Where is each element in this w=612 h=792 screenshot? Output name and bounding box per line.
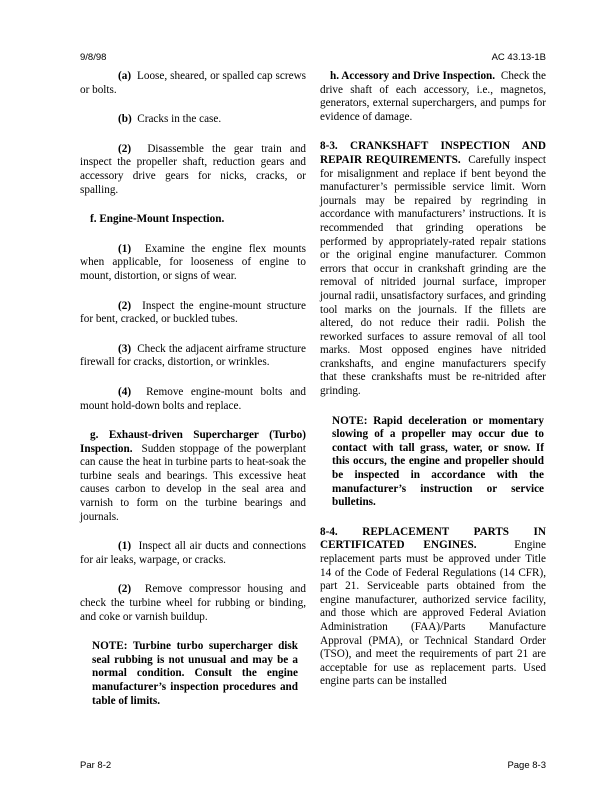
section-g-heading: g. Exhaust-driven Supercharger (Turbo) Inspection. [80, 429, 306, 455]
left-column [80, 70, 306, 724]
section-h-text: Check the drive shaft of each accessory, i.e., magnetos, generators, external superchargers, and pumps for evidence of damage. [320, 70, 546, 123]
item-f2-text: Inspect the engine-mount structure for bent, cracked, or buckled tubes. [80, 299, 306, 326]
item-g2 [80, 583, 306, 624]
header-date: 9/8/98 [80, 52, 107, 63]
item-f2-label: (2) [118, 299, 132, 312]
header-doc-id: AC 43.13-1B [491, 52, 546, 63]
right-column [320, 70, 546, 689]
item-f1-label: (1) [118, 242, 132, 255]
section-h [320, 70, 546, 124]
section-8-3 [320, 140, 546, 398]
section-8-3-heading: 8-3. CRANKSHAFT INSPECTION AND REPAIR REQUIREMENTS. [320, 140, 546, 166]
item-f4-label: (4) [118, 385, 132, 398]
section-8-4-text: Engine replacement parts must be approved under Title 14 of the Code of Federal Regulations (14 CFR), part 21. Serviceable parts obtained from the engine manufacturer, authorized service facility, and those which are approved Federal Aviation Administration (FAA)/Parts Manufacture Approval (PMA), or Technical Standard Order (TSO), and meet the requirements of part 21 are acceptable for use as replacement parts. Used engine parts can be installed [320, 539, 546, 688]
item-f3 [80, 343, 306, 370]
note-propeller: NOTE: Rapid deceleration or momentary slowing of a propeller may occur due to contact with tall grass, water, or snow. If this occurs, the engine and propeller should be inspected in accordance with the manufacturer’s instruction or service bulletins. [332, 414, 544, 509]
item-f4 [80, 386, 306, 413]
item-g1-label: (1) [118, 540, 132, 553]
item-2 [80, 143, 306, 197]
section-h-heading: h. Accessory and Drive Inspection. [330, 70, 496, 82]
item-a-text: Loose, sheared, or spalled cap screws or bolts. [80, 70, 307, 96]
section-8-4 [320, 526, 546, 689]
item-b [80, 113, 306, 127]
item-g1 [80, 540, 306, 567]
item-g1-text: Inspect all air ducts and connections for air leaks, warpage, or cracks. [80, 540, 306, 566]
section-g [80, 429, 306, 524]
item-f2 [80, 300, 306, 327]
item-f3-text: Check the adjacent airframe structure firewall for cracks, distortion, or wrinkles. [80, 342, 306, 369]
item-f1 [80, 243, 306, 284]
note-turbo: NOTE: Turbine turbo supercharger disk seal rubbing is not unusual and may be a normal condition. Consult the engine manufacturer’s inspection procedures and table of limits. [92, 640, 298, 707]
section-8-4-heading: 8-4. REPLACEMENT PARTS IN CERTIFICATED ENGINES. [320, 525, 546, 552]
footer-page: Page 8-3 [507, 760, 546, 771]
item-f4-text: Remove engine-mount bolts and mount hold-down bolts and replace. [80, 385, 306, 412]
item-g2-text: Remove compressor housing and check the turbine wheel for rubbing or binding, and coke or varnish buildup. [80, 583, 306, 623]
footer-par: Par 8-2 [80, 760, 112, 771]
item-f1-text: Examine the engine flex mounts when applicable, for looseness of engine to mount, distortion, or signs of wear. [80, 242, 307, 282]
section-8-3-text: Carefully inspect for misalignment and replace if bent beyond the manufacturer’s permissible service limit. Worn journals may be repaired by regrinding in accordance with manufacturers’ instructions. It is recommended that grinding operations be performed by appropriately-rated repair stations or the original engine manufacturer. Common errors that occur in crankshaft grinding are the removal of nitrided journal surface, improper journal radii, unsatisfactory surfaces, and grinding tool marks on the journals. If the fillets are altered, do not reduce their radii. Polish the reworked surfaces to assure removal of all tool marks. Most opposed engines have nitrided crankshafts, and engine manufacturers specify that these crankshafts must be re-nitrided after grinding. [320, 153, 547, 398]
item-a [80, 70, 306, 97]
item-f3-label: (3) [118, 342, 132, 355]
section-g-text: Sudden stoppage of the powerplant can cause the heat in turbine parts to heat-soak the turbine seals and bearings. This excessive heat causes carbon to develop in the seal area and varnish to form on the turbine bearings and journals. [80, 442, 306, 523]
item-2-text: Disassemble the gear train and inspect the propeller shaft, reduction gears and accessory drive gears for nicks, cracks, or spalling. [80, 142, 307, 196]
item-b-text: Cracks in the case. [137, 113, 222, 126]
item-g2-label: (2) [118, 583, 132, 596]
item-2-label: (2) [118, 142, 132, 155]
item-b-label: (b) [118, 113, 132, 126]
item-a-label: (a) [118, 70, 132, 82]
section-f-heading: f. Engine-Mount Inspection. [90, 213, 225, 226]
